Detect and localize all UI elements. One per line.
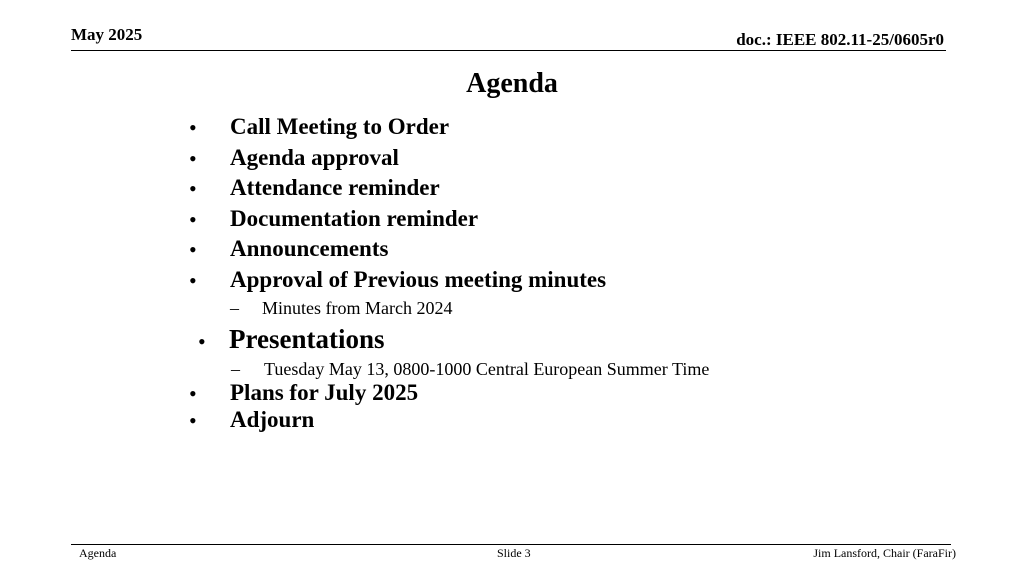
header-date: May 2025: [71, 25, 143, 44]
agenda-item-label: Documentation reminder: [230, 206, 479, 231]
bullet-icon: •: [189, 146, 197, 171]
agenda-subitem-label: Minutes from March 2024: [262, 298, 453, 318]
bullet-icon: •: [189, 408, 197, 433]
agenda-item-label: Approval of Previous meeting minutes: [230, 267, 607, 292]
bullet-icon: •: [189, 268, 197, 293]
agenda-item-label: Attendance reminder: [230, 175, 440, 200]
bullet-icon: •: [189, 176, 197, 201]
header-divider: [71, 50, 946, 51]
footer-left: Agenda: [79, 546, 117, 560]
agenda-item-label: Call Meeting to Order: [230, 114, 450, 139]
agenda-item-label: Plans for July 2025: [230, 380, 419, 405]
agenda-subitem-label: Tuesday May 13, 0800-1000 Central European Summer Time: [264, 359, 710, 379]
agenda-item-label: Adjourn: [230, 407, 315, 432]
agenda-item-label: Presentations: [229, 324, 385, 354]
footer-divider: [71, 544, 951, 545]
header-doc-id: doc.: IEEE 802.11-25/0605r0: [736, 30, 944, 49]
agenda-item-label: Announcements: [230, 236, 389, 261]
bullet-icon: •: [189, 115, 197, 140]
dash-icon: –: [231, 359, 240, 379]
footer-author: Jim Lansford, Chair (FaraFir): [813, 546, 956, 560]
dash-icon: –: [230, 298, 239, 318]
slide-title: Agenda: [466, 68, 558, 99]
bullet-icon: •: [198, 329, 206, 354]
agenda-item-label: Agenda approval: [230, 145, 399, 170]
bullet-icon: •: [189, 381, 197, 406]
bullet-icon: •: [189, 207, 197, 232]
footer-slide-number: Slide 3: [497, 546, 531, 560]
bullet-icon: •: [189, 237, 197, 262]
